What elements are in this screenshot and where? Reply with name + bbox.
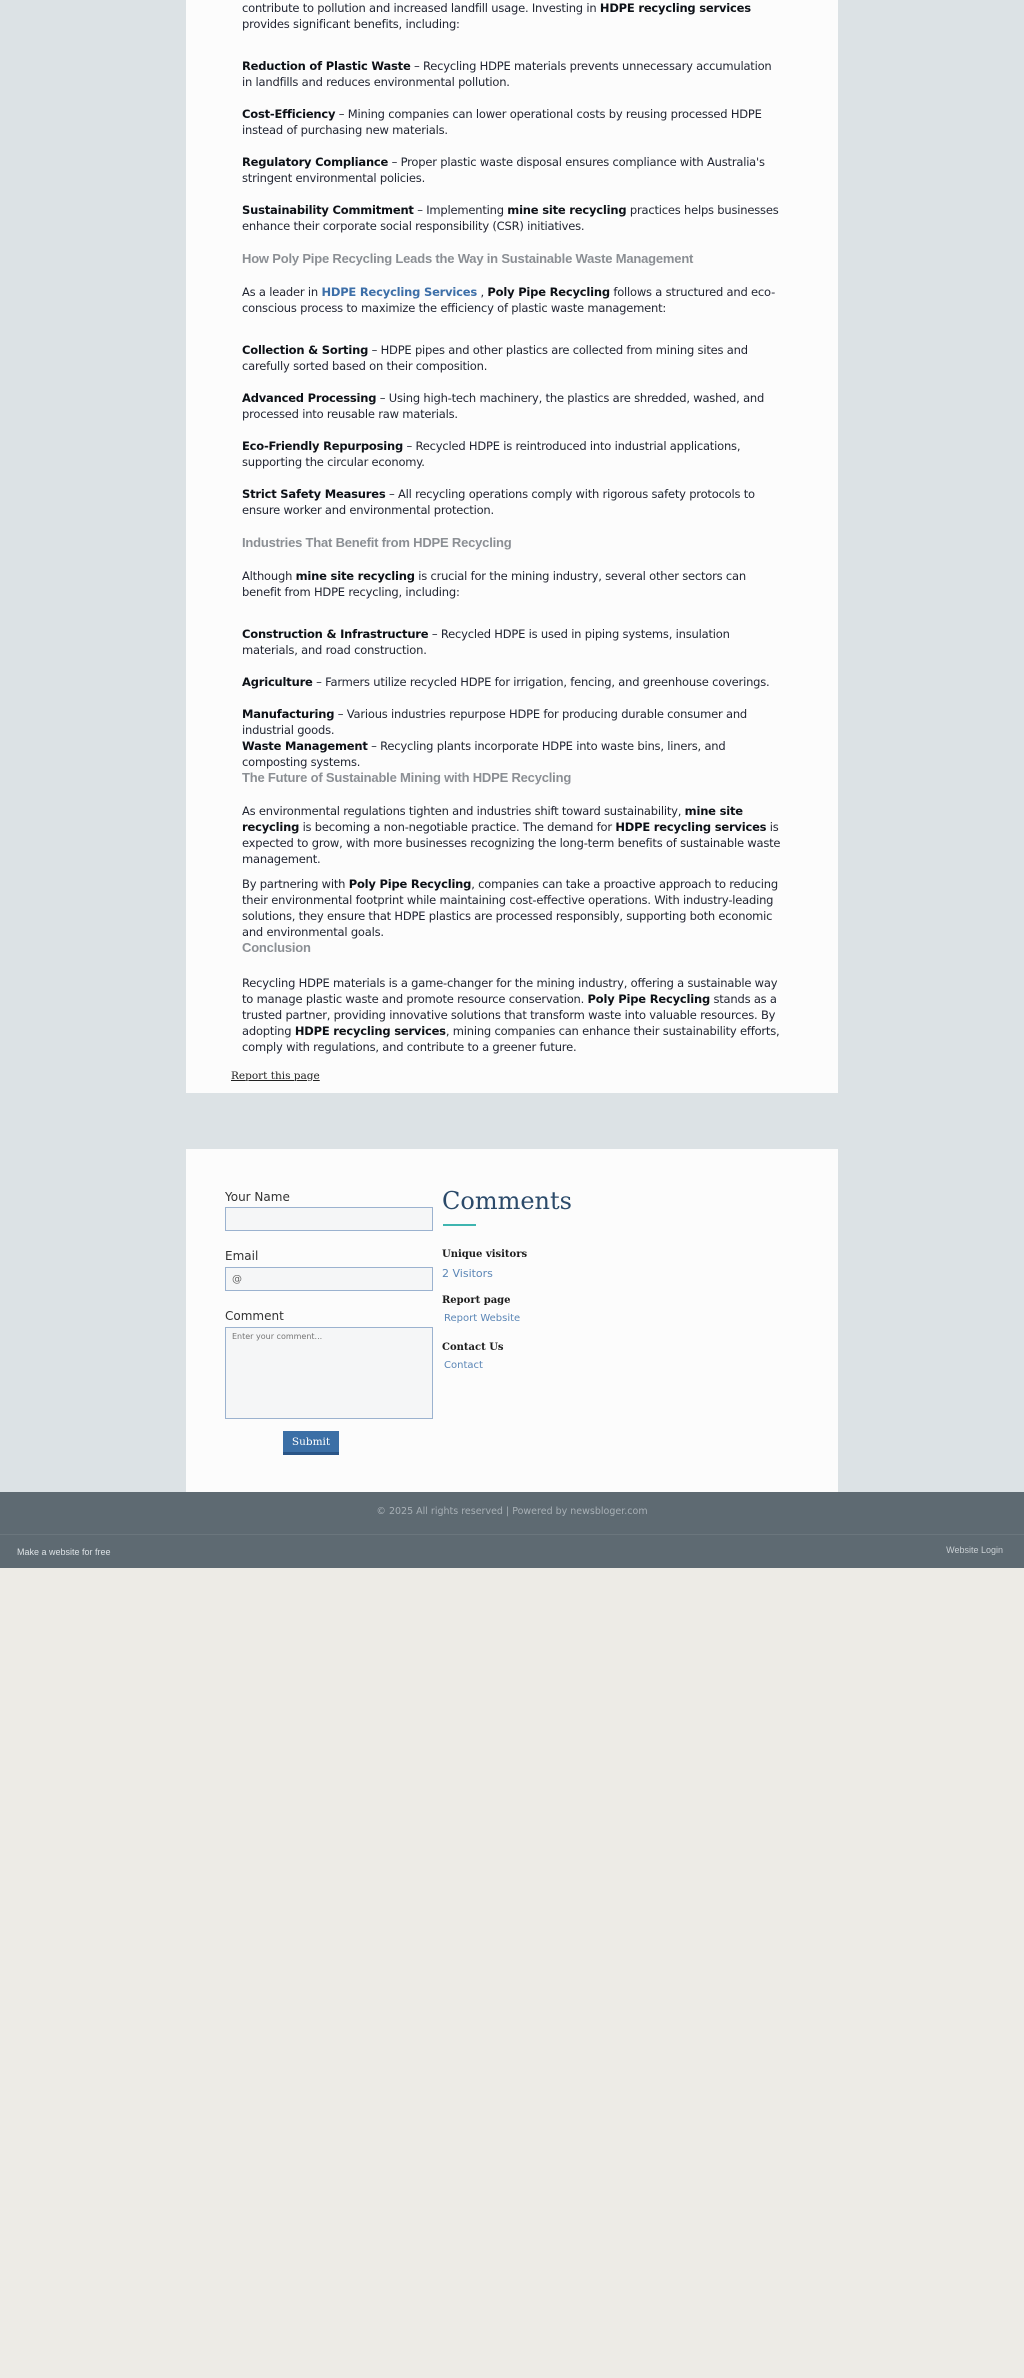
- benefit-item: Sustainability Commitment – Implementing mine site recycling practices helps businesses enhance their corporate social responsibility (CSR) initiatives.: [242, 203, 779, 233]
- industry-item: Construction & Infrastructure – Recycled HDPE is used in piping systems, insulation materials, and road construction.: [242, 627, 730, 657]
- process-item: Collection & Sorting – HDPE pipes and other plastics are collected from mining sites and carefully sorted based on their composition.: [242, 343, 748, 373]
- benefit-item: Regulatory Compliance – Proper plastic waste disposal ensures compliance with Australia's stringent environmental policies.: [242, 155, 765, 185]
- copyright-text: © 2025 All rights reserved | Powered by newsbloger.com: [376, 1506, 648, 1517]
- hdpe-recycling-services-link[interactable]: HDPE Recycling Services: [321, 285, 478, 299]
- comments-title: Comments: [442, 1187, 572, 1215]
- title-divider: [443, 1224, 476, 1226]
- benefit-item: Reduction of Plastic Waste – Recycling HDPE materials prevents unnecessary accumulation in landfills and reduces environmental pollution.: [242, 59, 772, 89]
- process-item: Advanced Processing – Using high-tech machinery, the plastics are shredded, washed, and processed into reusable raw materials.: [242, 391, 765, 421]
- conclusion-paragraph: Recycling HDPE materials is a game-changer for the mining industry, offering a sustainable way to manage plastic waste and promote resource conservation. Poly Pipe Recycling stands as a trusted partner, providing innovative solutions that transform waste into valuable resources. By adopting HDPE recycling services, mining companies can enhance their sustainability efforts, comply with regulations, and contribute to a greener future.: [242, 976, 780, 1054]
- report-page-link[interactable]: Report this page: [231, 1070, 320, 1082]
- section-heading: Industries That Benefit from HDPE Recycling: [242, 535, 512, 550]
- article-card: [186, 0, 838, 1093]
- section-heading: How Poly Pipe Recycling Leads the Way in Sustainable Waste Management: [242, 251, 694, 266]
- report-website-link[interactable]: Report Website: [444, 1313, 521, 1324]
- name-label: Your Name: [225, 1190, 290, 1204]
- process-item: Strict Safety Measures – All recycling operations comply with rigorous safety protocols to ensure worker and environmental protection.: [242, 487, 755, 517]
- submit-button[interactable]: Submit: [283, 1431, 339, 1455]
- industry-item: Manufacturing – Various industries repurpose HDPE for producing durable consumer and industrial goods.: [242, 707, 748, 737]
- comment-label: Comment: [225, 1309, 284, 1323]
- industry-item: Agriculture – Farmers utilize recycled HDPE for irrigation, fencing, and greenhouse coverings.: [242, 675, 770, 689]
- partnering-paragraph: By partnering with Poly Pipe Recycling, companies can take a proactive approach to reducing their environmental footprint while maintaining cost-effective operations. With industry-leading solutions, they ensure that HDPE plastics are processed responsibly, supporting both economic and environmental goals.: [242, 877, 778, 939]
- future-paragraph: As environmental regulations tighten and industries shift toward sustainability, mine site recycling is becoming a non-negotiable practice. The demand for HDPE recycling services is expected to grow, with more businesses recognizing the long-term benefits of sustainable waste management.: [242, 804, 781, 866]
- email-input[interactable]: [225, 1267, 433, 1291]
- footer-copyright-bar: [0, 1492, 1024, 1535]
- contact-heading: Contact Us: [442, 1342, 504, 1353]
- unique-visitors-heading: Unique visitors: [442, 1249, 528, 1260]
- industry-item: Waste Management – Recycling plants incorporate HDPE into waste bins, liners, and composting systems.: [242, 739, 726, 769]
- footer-bottom-bar: [0, 1535, 1024, 1568]
- make-website-link[interactable]: Make a website for free: [17, 1547, 111, 1557]
- although-paragraph: Although mine site recycling is crucial for the mining industry, several other sectors can benefit from HDPE recycling, including:: [242, 569, 746, 599]
- comments-section: [186, 1149, 838, 1492]
- contact-link[interactable]: Contact: [444, 1360, 483, 1371]
- email-label: Email: [225, 1249, 259, 1263]
- report-page-heading: Report page: [442, 1295, 511, 1306]
- leader-paragraph: As a leader in HDPE Recycling Services , Poly Pipe Recycling follows a structured and eco-conscious process to maximize the efficiency of plastic waste management:: [242, 285, 776, 315]
- name-input[interactable]: [225, 1207, 433, 1231]
- intro-paragraph: contribute to pollution and increased landfill usage. Investing in HDPE recycling services provides significant benefits, including:: [242, 1, 751, 31]
- section-heading: Conclusion: [242, 940, 311, 955]
- section-heading: The Future of Sustainable Mining with HDPE Recycling: [242, 770, 572, 785]
- process-item: Eco-Friendly Repurposing – Recycled HDPE is reintroduced into industrial applications, supporting the circular economy.: [242, 439, 741, 469]
- website-login-link[interactable]: Website Login: [946, 1545, 1003, 1555]
- benefit-item: Cost-Efficiency – Mining companies can lower operational costs by reusing processed HDPE instead of purchasing new materials.: [242, 107, 762, 137]
- comment-textarea[interactable]: [225, 1327, 433, 1419]
- visitors-count: 2 Visitors: [442, 1267, 493, 1280]
